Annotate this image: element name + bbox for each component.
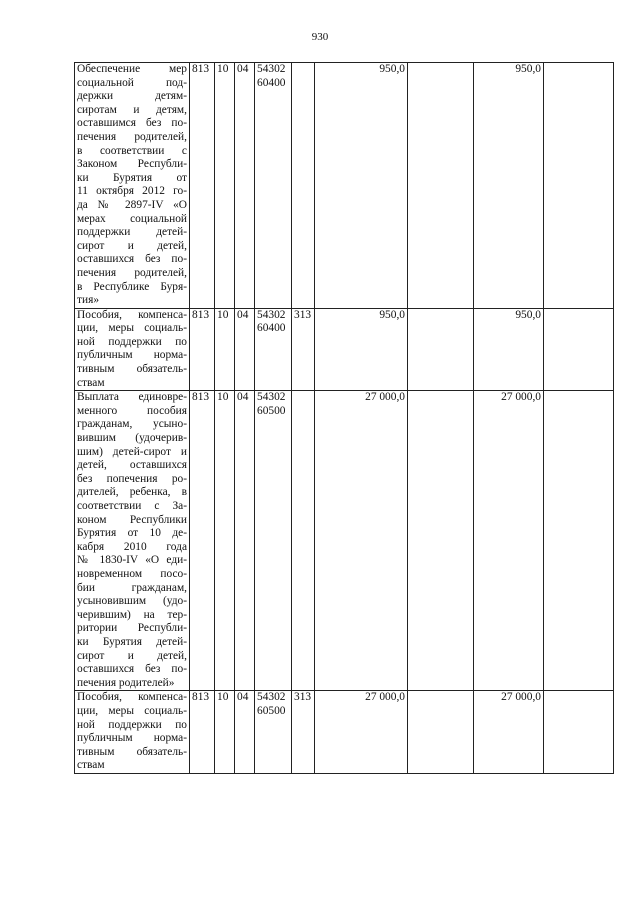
- item-name-line: черившим) на тер-: [77, 608, 187, 621]
- rz-code-cell: 10: [215, 308, 235, 391]
- item-name-line: оставшихся без по-: [77, 663, 187, 676]
- cs-code-line: 60500: [257, 704, 286, 717]
- gr-code-cell: 813: [190, 691, 215, 774]
- item-name-line: гражданам, усыно-: [77, 418, 187, 431]
- amount-1-cell: 950,0: [315, 63, 408, 309]
- pr-code-cell: 04: [235, 691, 255, 774]
- amount-2-cell: 27 000,0: [474, 391, 544, 691]
- item-name-line: Пособия, компенса-: [77, 691, 187, 704]
- item-name-line: оставшихся без по-: [77, 253, 187, 266]
- pr-code-cell: 04: [235, 308, 255, 391]
- item-name-line: ции, меры социаль-: [77, 704, 187, 717]
- item-name-line: кабря 2010 года: [77, 540, 187, 553]
- pr-code-cell: 04: [235, 63, 255, 309]
- table-row: [75, 391, 614, 691]
- item-name-line: усыновившим (удо-: [77, 595, 187, 608]
- item-name-line: Выплата единовре-: [77, 391, 187, 404]
- cs-code-line: 60400: [257, 76, 286, 89]
- empty-cell: [544, 63, 614, 309]
- item-name-line: соответствии с За-: [77, 500, 187, 512]
- item-name-line: публичным норма-: [77, 349, 187, 362]
- table-body: [75, 63, 614, 774]
- item-name-line: менного пособия: [77, 404, 187, 417]
- item-name-line: дителей, ребенка, в: [77, 486, 187, 499]
- item-name-cell: [75, 391, 190, 691]
- item-name-line: печения родителей,: [77, 130, 187, 143]
- item-name-cell: [75, 691, 190, 774]
- table-row: [75, 308, 614, 391]
- item-name-line: социальной под-: [77, 76, 187, 89]
- empty-cell: [544, 308, 614, 391]
- item-name-line: сиротам и детям,: [77, 103, 187, 116]
- item-name-line: сирот и детей,: [77, 649, 187, 662]
- table-row: [75, 691, 614, 774]
- item-name-line: ной поддержки по: [77, 335, 187, 348]
- cs-code-line: 54302: [257, 63, 286, 75]
- item-name-line: ной поддержки по: [77, 718, 187, 731]
- rz-code-cell: 10: [215, 691, 235, 774]
- item-name-line: оставшимся без по-: [77, 117, 187, 130]
- pr-code-cell: 04: [235, 391, 255, 691]
- cs-code-cell: [255, 63, 292, 309]
- amount-2-cell: 27 000,0: [474, 691, 544, 774]
- item-name-line: ритории Республи-: [77, 622, 187, 635]
- rz-code-cell: 10: [215, 391, 235, 691]
- vr-code-cell: [292, 63, 315, 309]
- item-name-line: 11 октября 2012 го-: [77, 185, 187, 198]
- item-name-line: поддержки детей-: [77, 226, 187, 239]
- item-name-line: мерах социальной: [77, 212, 187, 225]
- item-name-cell: [75, 63, 190, 309]
- cs-code-line: 54302: [257, 391, 286, 404]
- empty-cell: [408, 691, 474, 774]
- gr-code-cell: 813: [190, 308, 215, 391]
- item-name-line: держки детям-: [77, 90, 187, 103]
- amount-2-cell: 950,0: [474, 63, 544, 309]
- item-name-line: Обеспечение мер: [77, 63, 187, 75]
- item-name-line: вившим (удочерив-: [77, 432, 187, 445]
- gr-code-cell: 813: [190, 63, 215, 309]
- item-name-line: публичным норма-: [77, 732, 187, 745]
- item-name-line: детей, оставшихся: [77, 459, 187, 472]
- cs-code-line: 54302: [257, 308, 286, 321]
- item-name-line: ствам: [77, 376, 105, 389]
- item-name-line: без попечения ро-: [77, 472, 187, 485]
- cs-code-line: 60500: [257, 404, 286, 417]
- item-name-line: печения родителей»: [77, 676, 175, 689]
- item-name-line: шим) детей-сирот и: [77, 445, 187, 458]
- vr-code-cell: [292, 391, 315, 691]
- amount-1-cell: 27 000,0: [315, 391, 408, 691]
- rz-code-cell: 10: [215, 63, 235, 309]
- item-name-line: тивным обязатель-: [77, 745, 187, 758]
- vr-code-cell: 313: [292, 691, 315, 774]
- cs-code-line: 60400: [257, 322, 286, 335]
- cs-code-cell: [255, 391, 292, 691]
- item-name-line: коном Республики: [77, 513, 187, 526]
- empty-cell: [408, 63, 474, 309]
- cs-code-cell: [255, 308, 292, 391]
- page-number: 930: [311, 31, 329, 43]
- item-name-line: Пособия, компенса-: [77, 308, 187, 321]
- budget-table: [74, 62, 614, 774]
- item-name-cell: [75, 308, 190, 391]
- item-name-line: ки Бурятия детей-: [77, 635, 187, 648]
- item-name-line: новременном посо-: [77, 567, 187, 580]
- empty-cell: [544, 691, 614, 774]
- cs-code-line: 54302: [257, 691, 286, 704]
- gr-code-cell: 813: [190, 391, 215, 691]
- item-name-line: в Республике Буря-: [77, 280, 187, 293]
- item-name-line: тия»: [77, 294, 100, 307]
- item-name-line: бии гражданам,: [77, 581, 187, 594]
- item-name-line: Законом Республи-: [77, 158, 187, 171]
- empty-cell: [408, 391, 474, 691]
- item-name-line: в соответствии с: [77, 144, 187, 157]
- item-name-line: ки Бурятия от: [77, 171, 187, 184]
- item-name-line: Бурятия от 10 де-: [77, 527, 187, 540]
- item-name-line: сирот и детей,: [77, 239, 187, 252]
- empty-cell: [544, 391, 614, 691]
- item-name-line: ции, меры социаль-: [77, 322, 187, 335]
- table-row: [75, 63, 614, 309]
- amount-1-cell: 27 000,0: [315, 691, 408, 774]
- item-name-line: ствам: [77, 759, 105, 772]
- item-name-line: да № 2897-IV «О: [77, 198, 187, 211]
- amount-1-cell: 950,0: [315, 308, 408, 391]
- cs-code-cell: [255, 691, 292, 774]
- item-name-line: № 1830-IV «О еди-: [77, 554, 187, 567]
- amount-2-cell: 950,0: [474, 308, 544, 391]
- item-name-line: тивным обязатель-: [77, 363, 187, 376]
- item-name-line: печения родителей,: [77, 266, 187, 279]
- empty-cell: [408, 308, 474, 391]
- vr-code-cell: 313: [292, 308, 315, 391]
